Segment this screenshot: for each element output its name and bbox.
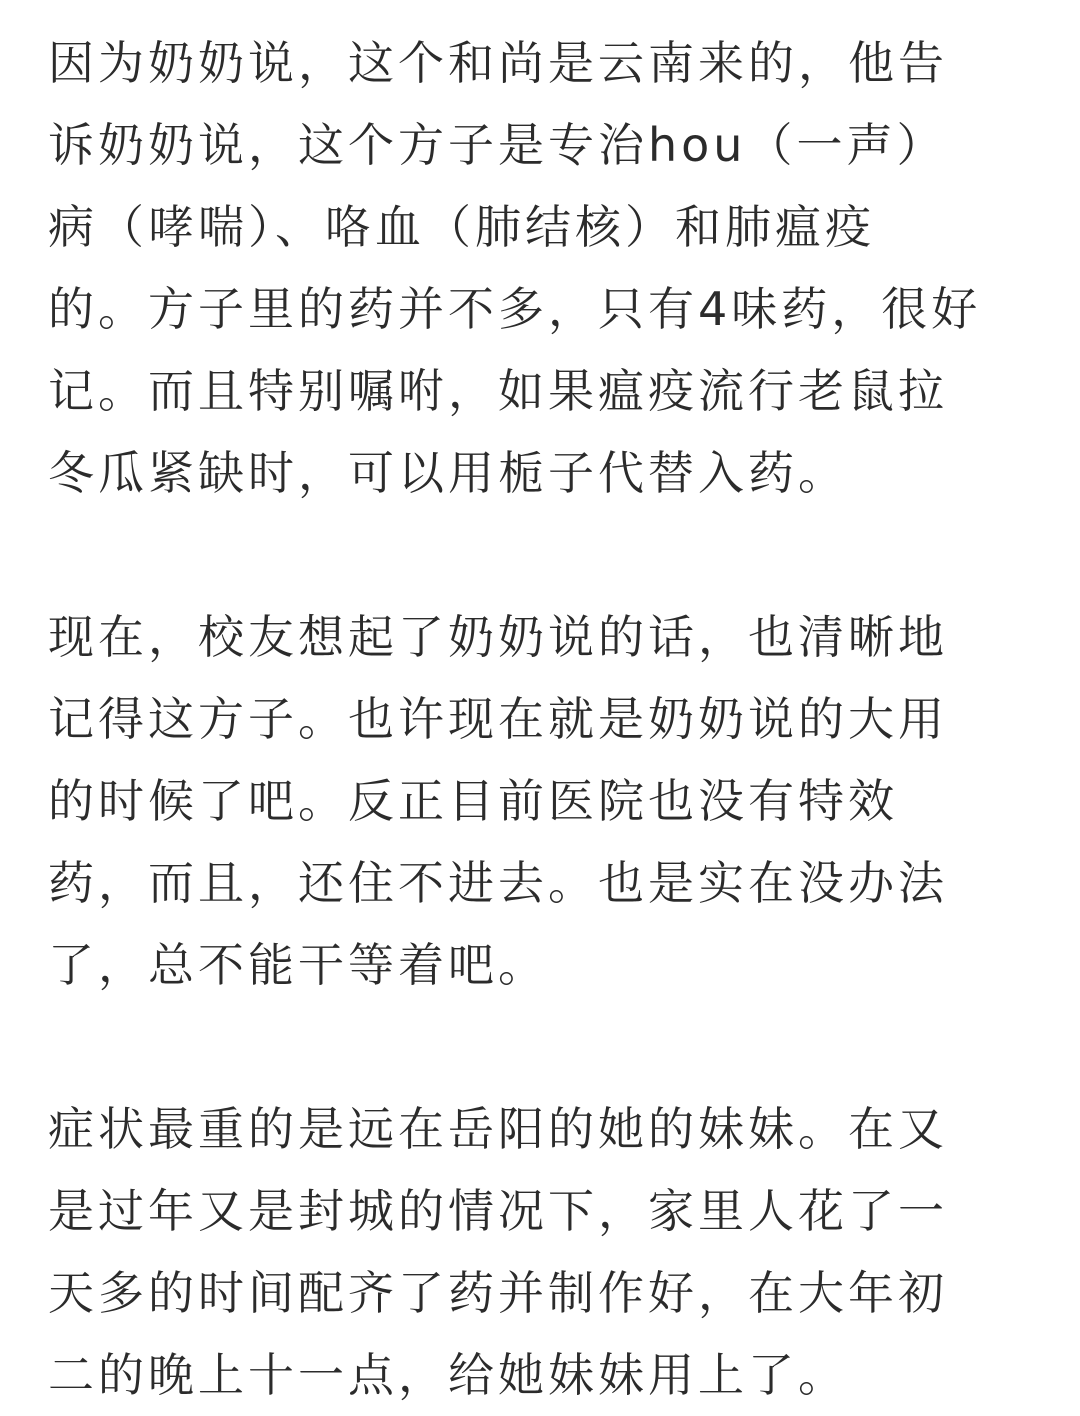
text-line: 现在，校友想起了奶奶说的话，也清晰地 <box>48 610 948 664</box>
text-line: 了，总不能干等着吧。 <box>48 938 548 992</box>
paragraph-2 <box>48 596 1038 1006</box>
text-line: 天多的时间配齐了药并制作好，在大年初 <box>48 1266 948 1320</box>
text-line: 药，而且，还住不进去。也是实在没办法 <box>48 856 948 910</box>
text-line: 因为奶奶说，这个和尚是云南来的，他告 <box>48 36 948 90</box>
paragraph-spacer <box>48 514 1038 596</box>
text-line: 记得这方子。也许现在就是奶奶说的大用 <box>48 692 948 746</box>
article-body <box>48 22 1038 1416</box>
text-line: 二的晚上十一点，给她妹妹用上了。 <box>48 1348 848 1402</box>
text-line: 病（哮喘）、咯血（肺结核）和肺瘟疫 <box>48 200 875 254</box>
paragraph-spacer <box>48 1006 1038 1088</box>
paragraph-3 <box>48 1088 1038 1416</box>
text-line: 记。而且特别嘱咐，如果瘟疫流行老鼠拉 <box>48 364 948 418</box>
text-line: 诉奶奶说，这个方子是专治hou（一声） <box>48 118 947 172</box>
text-line: 的时候了吧。反正目前医院也没有特效 <box>48 774 898 828</box>
text-line: 症状最重的是远在岳阳的她的妹妹。在又 <box>48 1102 948 1156</box>
text-line: 冬瓜紧缺时，可以用栀子代替入药。 <box>48 446 848 500</box>
paragraph-1 <box>48 22 1038 514</box>
text-line: 的。方子里的药并不多，只有4味药，很好 <box>48 282 982 336</box>
text-line: 是过年又是封城的情况下，家里人花了一 <box>48 1184 948 1238</box>
